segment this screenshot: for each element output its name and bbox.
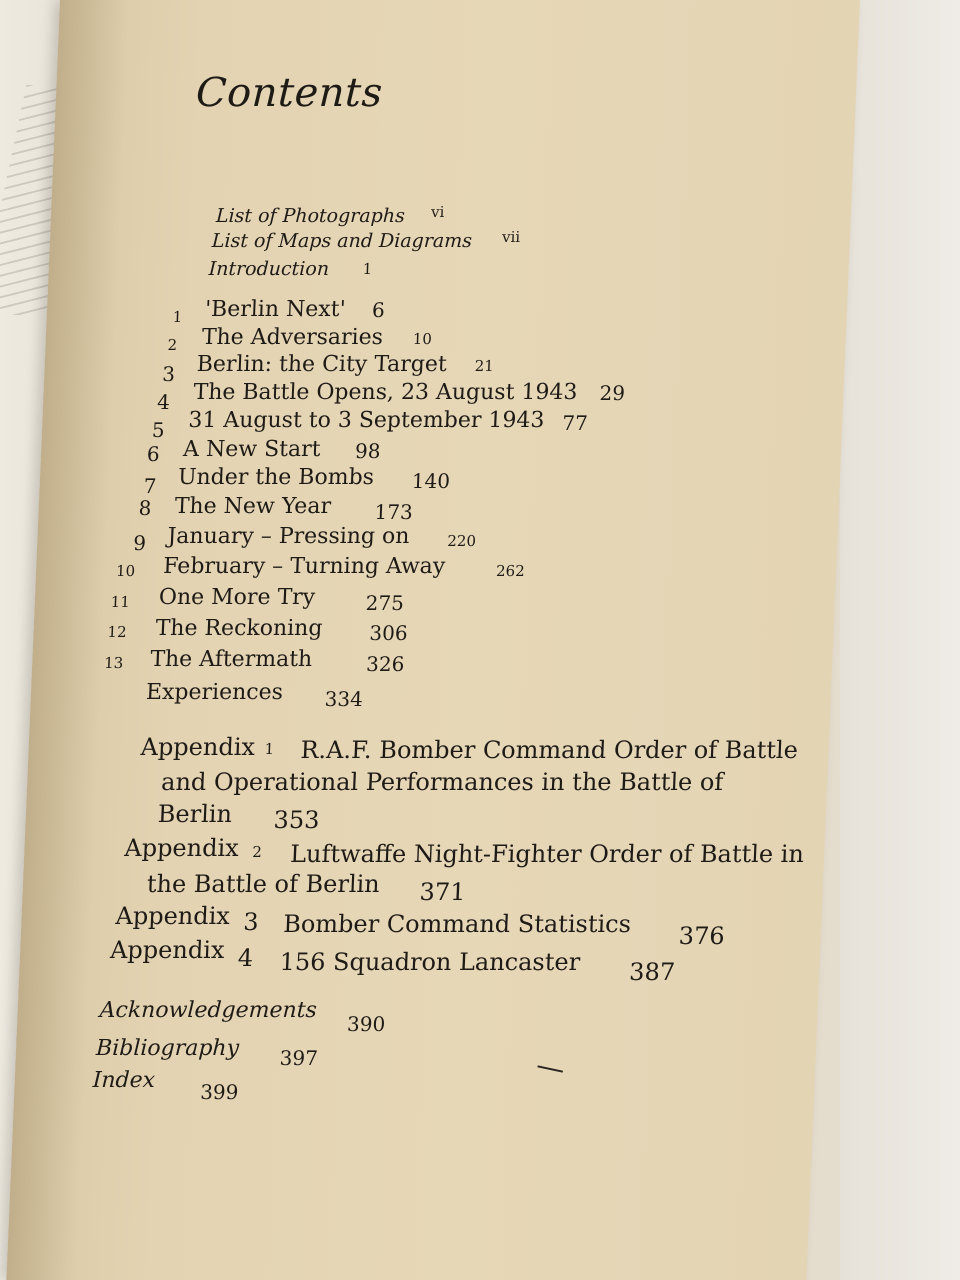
appendix-title-line: 156 Squadron Lancaster <box>279 948 581 976</box>
chapter-number: 2 <box>167 336 178 354</box>
experiences-title: Experiences <box>145 680 284 705</box>
chapter-title: The New Year <box>174 494 332 519</box>
chapter-page: 10 <box>412 330 433 348</box>
chapter-title: The Reckoning <box>155 616 323 641</box>
chapter-number: 11 <box>110 593 131 611</box>
chapter-title: January – Pressing on <box>166 524 410 549</box>
appendix-number: 4 <box>237 944 254 972</box>
chapter-page: 262 <box>495 562 526 580</box>
chapter-page: 173 <box>374 500 414 524</box>
chapter-number: 12 <box>107 623 127 641</box>
appendix-title-line: the Battle of Berlin <box>146 870 381 898</box>
chapter-page: 275 <box>365 591 405 615</box>
appendix-label: Appendix <box>123 834 240 862</box>
front-matter-page: vii <box>501 228 521 246</box>
chapter-title: A New Start <box>182 437 322 462</box>
contents-page <box>6 0 860 1280</box>
chapter-number: 5 <box>151 418 166 442</box>
appendix-page: 376 <box>678 922 726 950</box>
book-page <box>6 0 860 1280</box>
chapter-page: 77 <box>561 411 589 435</box>
back-matter-page: 390 <box>346 1012 386 1036</box>
appendix-page: 371 <box>419 878 467 906</box>
chapter-page: 326 <box>365 652 405 676</box>
chapter-title: Berlin: the City Target <box>196 352 448 377</box>
appendix-page: 387 <box>628 958 676 986</box>
chapter-number: 9 <box>132 531 147 555</box>
appendix-label: Appendix <box>109 936 226 964</box>
chapter-number: 10 <box>115 562 136 580</box>
front-matter-page: vi <box>430 203 445 221</box>
chapter-number: 1 <box>172 308 183 326</box>
back-matter-page: 399 <box>199 1080 239 1104</box>
chapter-number: 8 <box>138 496 152 520</box>
appendix-page: 353 <box>273 806 321 834</box>
appendix-title-line: R.A.F. Bomber Command Order of Battle <box>299 736 799 764</box>
front-matter-page: 1 <box>362 260 373 278</box>
appendix-number: 3 <box>242 908 260 936</box>
back-matter-label: Acknowledgements <box>99 998 318 1023</box>
appendix-number: 1 <box>264 740 275 758</box>
page-title: Contents <box>195 70 384 116</box>
chapter-title: The Aftermath <box>149 647 313 672</box>
chapter-page: 306 <box>368 621 409 645</box>
chapter-number: 3 <box>161 362 176 386</box>
chapter-page: 98 <box>354 439 382 463</box>
appendix-title-line: Luftwaffe Night-Fighter Order of Battle in <box>289 840 805 868</box>
chapter-page: 29 <box>599 381 626 405</box>
chapter-number: 4 <box>156 390 171 414</box>
chapter-title: The Battle Opens, 23 August 1943 <box>193 380 578 405</box>
appendix-number: 2 <box>251 843 263 861</box>
chapter-page: 140 <box>411 469 451 493</box>
table-surface <box>840 0 960 1280</box>
chapter-number: 7 <box>143 474 157 498</box>
appendix-label: Appendix <box>140 733 256 761</box>
front-matter-label: Introduction <box>208 258 330 280</box>
chapter-number: 6 <box>146 442 161 466</box>
appendix-title-line: Berlin <box>157 800 233 828</box>
experiences-page: 334 <box>324 687 364 711</box>
appendix-title-line: Bomber Command Statistics <box>282 910 632 938</box>
chapter-title: One More Try <box>158 585 316 610</box>
chapter-title: February – Turning Away <box>162 554 446 579</box>
chapter-page: 21 <box>474 357 495 375</box>
appendix-label: Appendix <box>115 902 231 930</box>
chapter-title: Under the Bombs <box>177 465 375 490</box>
chapter-title: 31 August to 3 September 1943 <box>187 408 545 433</box>
chapter-number: 13 <box>103 654 124 672</box>
stray-ink-mark <box>537 1065 563 1072</box>
front-matter-label: List of Photographs <box>215 205 406 227</box>
chapter-page: 6 <box>371 298 386 322</box>
chapter-title: 'Berlin Next' <box>204 297 347 322</box>
back-matter-label: Bibliography <box>95 1036 240 1061</box>
back-matter-page: 397 <box>279 1046 319 1070</box>
back-matter-label: Index <box>92 1068 156 1093</box>
chapter-page: 220 <box>446 532 477 550</box>
appendix-title-line: and Operational Performances in the Battle of <box>160 768 724 796</box>
front-matter-label: List of Maps and Diagrams <box>211 230 473 252</box>
chapter-title: The Adversaries <box>201 325 384 350</box>
